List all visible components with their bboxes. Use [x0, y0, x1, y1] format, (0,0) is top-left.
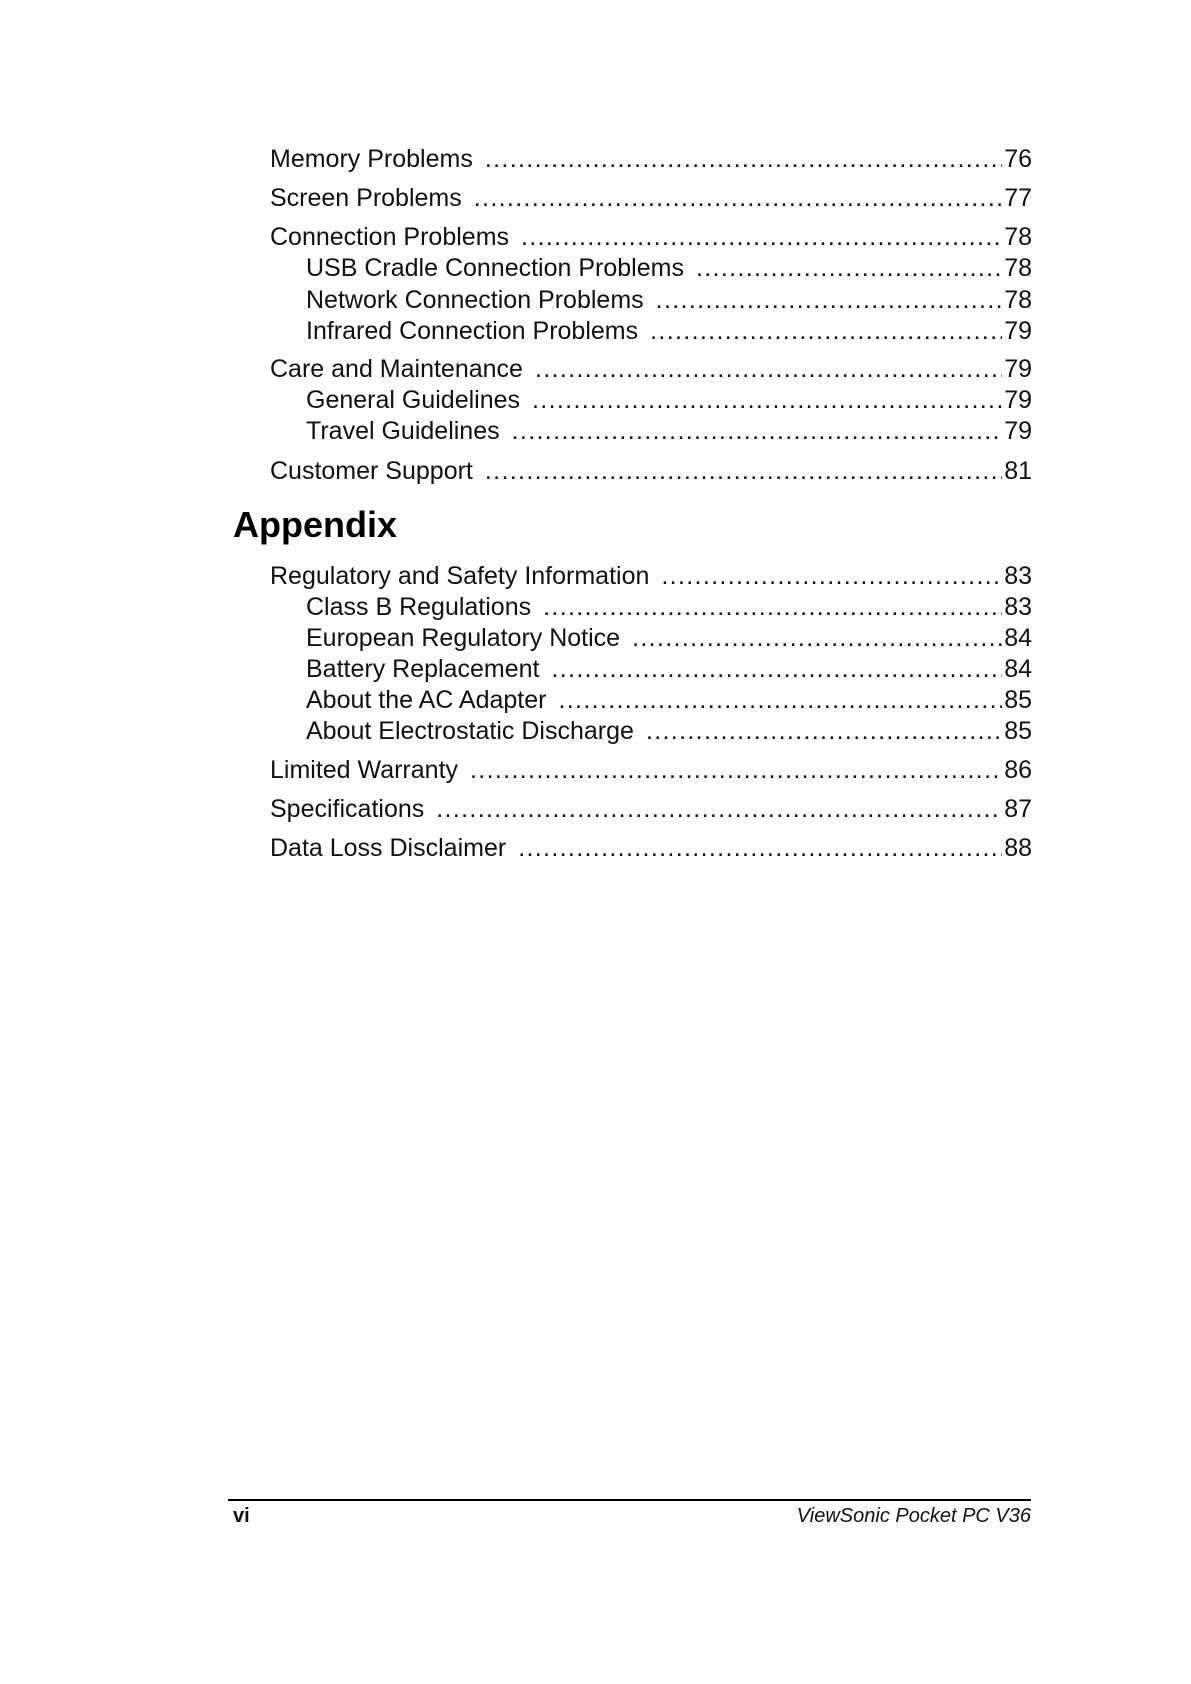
appendix-heading: Appendix [233, 504, 398, 545]
footer-rule [228, 1499, 1031, 1501]
footer-page-number: vi [233, 1505, 250, 1527]
toc-entry-title: Care and Maintenance [270, 355, 523, 383]
toc-entry-page: 79 [1004, 355, 1032, 383]
toc-entry-page: 79 [1004, 386, 1032, 414]
toc-entry-limited-warranty[interactable] [270, 755, 1032, 785]
toc-entry-page: 85 [1004, 686, 1032, 714]
toc-entry-about-electrostatic-discharge[interactable] [306, 716, 1032, 746]
dot-leader [474, 183, 1002, 213]
toc-entry-page: 78 [1004, 223, 1032, 251]
toc-entry-page: 79 [1004, 317, 1032, 345]
toc-entry-specifications[interactable] [270, 794, 1032, 824]
dot-leader [543, 592, 1002, 622]
dot-leader [485, 456, 1002, 486]
toc-entry-memory-problems[interactable] [270, 144, 1032, 174]
dot-leader [470, 755, 1002, 785]
toc-entry-page: 85 [1004, 717, 1032, 745]
footer-product-name: ViewSonic Pocket PC V36 [796, 1505, 1031, 1527]
toc-entry-title: About Electrostatic Discharge [306, 717, 634, 745]
toc-entry-title: Data Loss Disclaimer [270, 834, 507, 862]
toc-entry-network-connection-problems[interactable] [306, 285, 1032, 315]
toc-entry-title: Connection Problems [270, 223, 510, 251]
toc-entry-title: Regulatory and Safety Information [270, 562, 650, 590]
toc-entry-title: Customer Support [270, 457, 473, 485]
toc-entry-page: 88 [1004, 834, 1032, 862]
toc-entry-care-and-maintenance[interactable] [270, 354, 1032, 384]
toc-entry-page: 87 [1004, 795, 1032, 823]
toc-entry-european-regulatory-notice[interactable] [306, 623, 1032, 653]
toc-entry-title: USB Cradle Connection Problems [306, 254, 684, 282]
toc-entry-title: European Regulatory Notice [306, 624, 621, 652]
toc-entry-usb-cradle-connection-problems[interactable] [306, 253, 1032, 283]
toc-entry-class-b-regulations[interactable] [306, 592, 1032, 622]
toc-entry-regulatory-and-safety-information[interactable] [270, 561, 1032, 591]
toc-entry-page: 83 [1004, 562, 1032, 590]
toc-entry-page: 83 [1004, 593, 1032, 621]
dot-leader [632, 623, 1002, 653]
toc-entry-connection-problems[interactable] [270, 222, 1032, 252]
toc-entry-battery-replacement[interactable] [306, 654, 1032, 684]
dot-leader [551, 654, 1002, 684]
toc-entry-page: 78 [1004, 254, 1032, 282]
toc-entry-title: Limited Warranty [270, 756, 459, 784]
toc-entry-title: About the AC Adapter [306, 686, 547, 714]
toc-entry-title: Screen Problems [270, 184, 462, 212]
toc-entry-title: Network Connection Problems [306, 286, 644, 314]
dot-leader [485, 144, 1002, 174]
toc-entry-about-the-ac-adapter[interactable] [306, 685, 1032, 715]
toc-entry-page: 79 [1004, 417, 1032, 445]
toc-entry-page: 77 [1004, 184, 1032, 212]
toc-entry-title: Specifications [270, 795, 425, 823]
dot-leader [661, 561, 1002, 591]
toc-entry-page: 86 [1004, 756, 1032, 784]
toc-entry-page: 78 [1004, 286, 1032, 314]
dot-leader [512, 416, 1003, 446]
dot-leader [656, 285, 1003, 315]
dot-leader [521, 222, 1002, 252]
toc-entry-page: 84 [1004, 624, 1032, 652]
toc-entry-page: 81 [1004, 457, 1032, 485]
toc-entry-title: Travel Guidelines [306, 417, 500, 445]
dot-leader [696, 253, 1002, 283]
toc-entry-data-loss-disclaimer[interactable] [270, 833, 1032, 863]
toc-entry-infrared-connection-problems[interactable] [306, 316, 1032, 346]
dot-leader [558, 685, 1002, 715]
dot-leader [535, 354, 1002, 384]
toc-entry-title: Memory Problems [270, 145, 473, 173]
toc-entry-customer-support[interactable] [270, 456, 1032, 486]
dot-leader [518, 833, 1002, 863]
toc-entry-title: Class B Regulations [306, 593, 532, 621]
dot-leader [532, 385, 1002, 415]
toc-entry-screen-problems[interactable] [270, 183, 1032, 213]
toc-entry-title: General Guidelines [306, 386, 521, 414]
toc-entry-travel-guidelines[interactable] [306, 416, 1032, 446]
toc-entry-general-guidelines[interactable] [306, 385, 1032, 415]
dot-leader [646, 716, 1002, 746]
toc-entry-page: 76 [1004, 145, 1032, 173]
toc-entry-title: Infrared Connection Problems [306, 317, 639, 345]
dot-leader [436, 794, 1002, 824]
toc-entry-title: Battery Replacement [306, 655, 540, 683]
toc-entry-page: 84 [1004, 655, 1032, 683]
dot-leader [650, 316, 1002, 346]
